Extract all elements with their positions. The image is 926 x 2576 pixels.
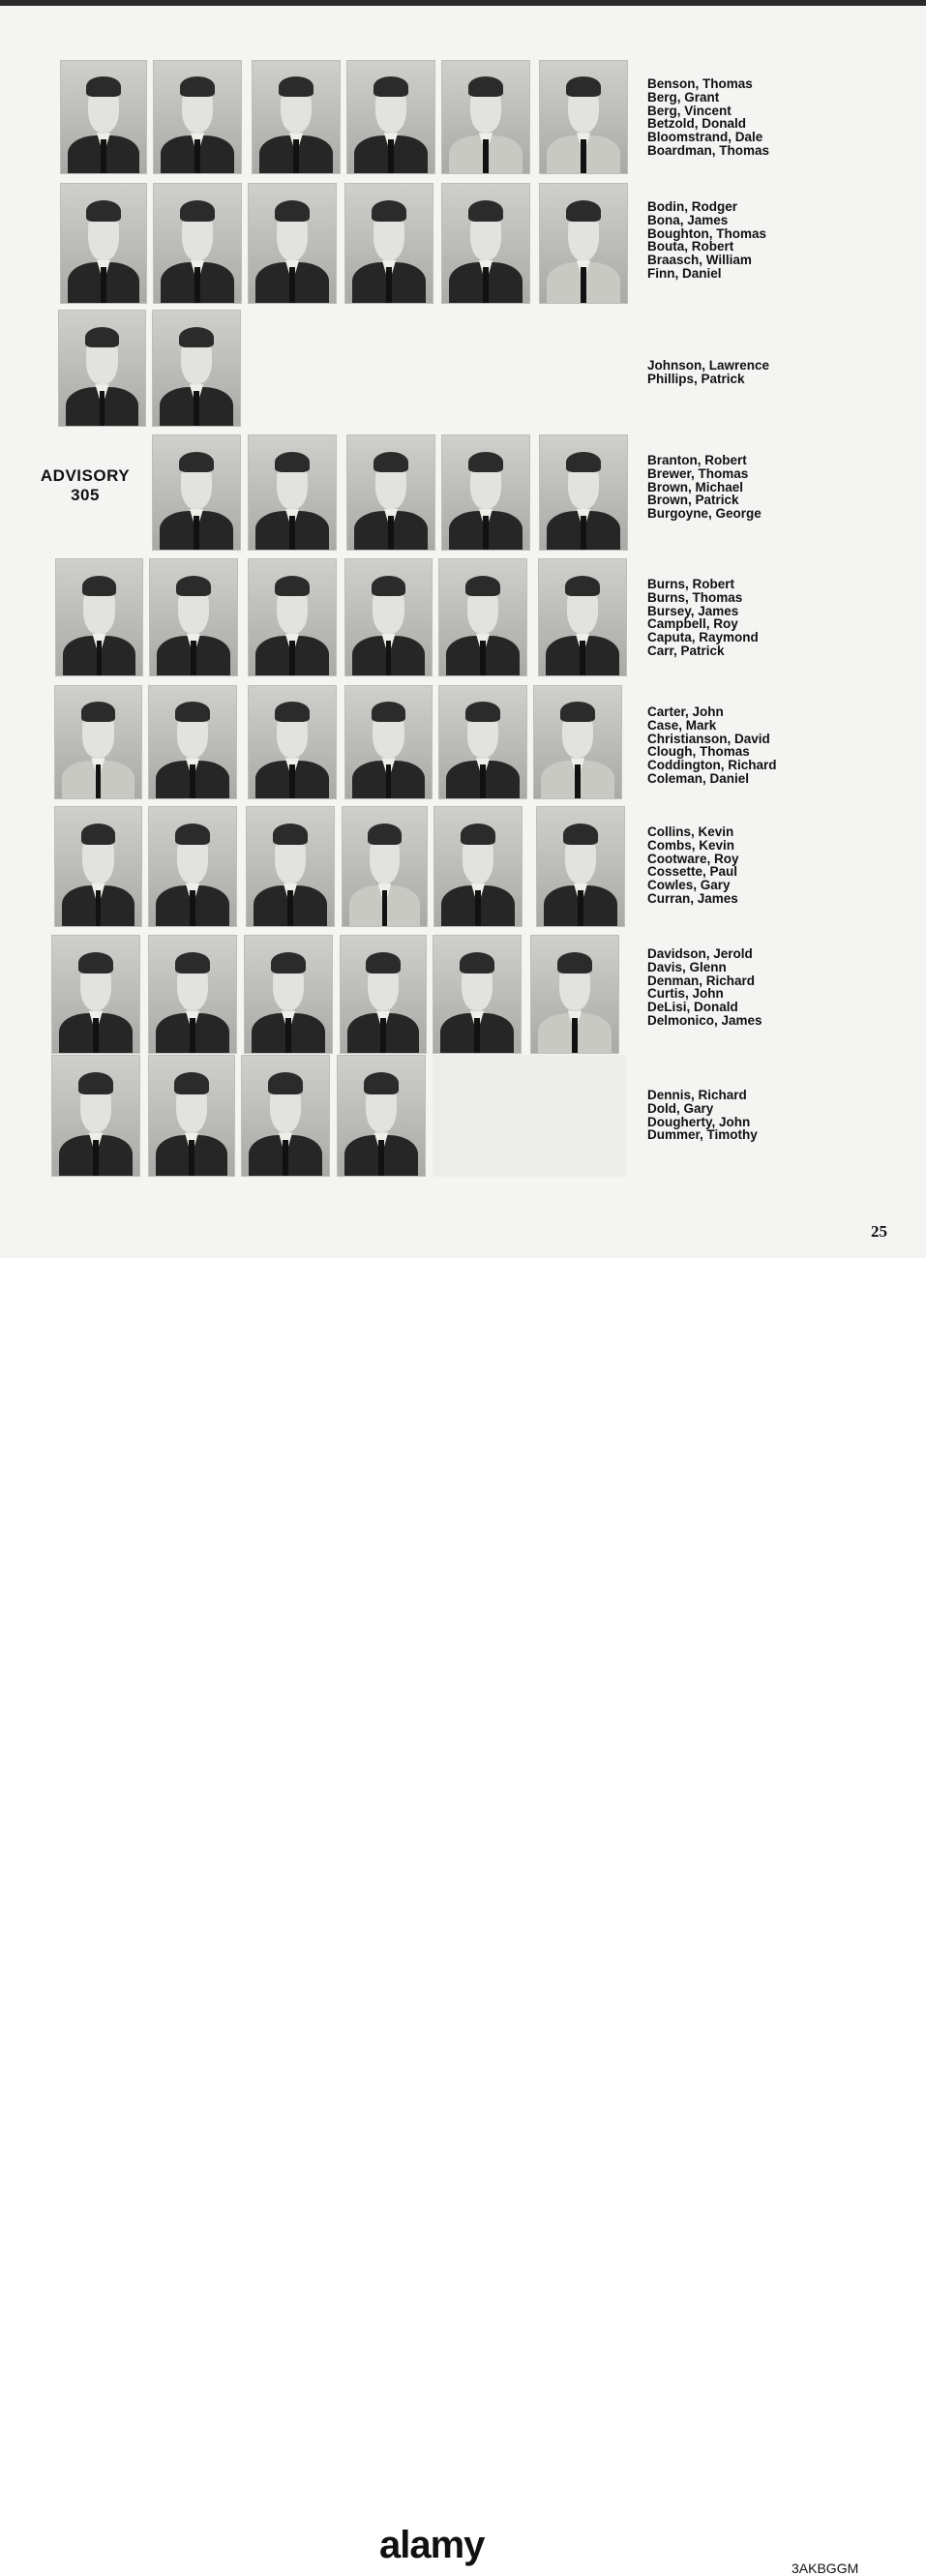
- portrait-hair: [465, 702, 500, 722]
- student-name: Johnson, Lawrence: [647, 358, 770, 373]
- student-name: Carr, Patrick: [647, 643, 725, 658]
- student-name: Phillips, Patrick: [647, 371, 745, 386]
- portrait-hair: [275, 576, 310, 597]
- student-portrait: [346, 60, 435, 174]
- portrait-hair: [566, 200, 601, 222]
- student-portrait: [148, 685, 237, 799]
- student-portrait: [60, 183, 147, 304]
- portrait-hair: [175, 702, 210, 722]
- name-list-row-8: [647, 947, 762, 1028]
- portrait-hair: [373, 76, 408, 97]
- student-portrait: [54, 806, 142, 927]
- student-portrait: [148, 806, 237, 927]
- student-name: Delmonico, James: [647, 1012, 762, 1028]
- student-portrait: [55, 558, 143, 676]
- portrait-tie: [283, 1140, 287, 1176]
- portrait-hair: [468, 76, 503, 97]
- portrait-tie: [388, 139, 393, 173]
- portrait-tie: [190, 764, 194, 798]
- portrait-tie: [480, 641, 485, 675]
- portrait-hair: [372, 576, 406, 597]
- student-portrait: [248, 685, 337, 799]
- portrait-tie: [480, 764, 485, 798]
- watermark-logo: alamy: [379, 2524, 485, 2566]
- student-portrait: [438, 558, 527, 676]
- student-name: Dougherty, John: [647, 1114, 751, 1129]
- student-name: Coddington, Richard: [647, 758, 777, 773]
- portrait-hair: [275, 702, 310, 722]
- portrait-tie: [483, 516, 488, 550]
- portrait-hair: [273, 824, 308, 845]
- student-name: Finn, Daniel: [647, 265, 722, 281]
- student-name: Cowles, Gary: [647, 878, 731, 893]
- name-list-row-2: [647, 200, 766, 281]
- name-list-row-3: [647, 359, 769, 386]
- portrait-tie: [572, 1018, 577, 1053]
- portrait-tie: [289, 516, 294, 550]
- student-portrait: [153, 60, 242, 174]
- student-portrait: [539, 60, 628, 174]
- student-name: Coleman, Daniel: [647, 770, 750, 786]
- student-portrait: [538, 558, 627, 676]
- portrait-tie: [287, 890, 292, 926]
- student-name: Bouta, Robert: [647, 239, 734, 255]
- portrait-tie: [386, 764, 391, 798]
- student-portrait: [152, 434, 241, 551]
- portrait-tie: [101, 139, 105, 173]
- student-portrait: [441, 434, 530, 551]
- portrait-tie: [289, 641, 294, 675]
- portrait-tie: [93, 1140, 98, 1176]
- student-portrait: [248, 434, 337, 551]
- student-portrait: [153, 183, 242, 304]
- portrait-hair: [86, 76, 120, 97]
- name-list-row-7: [647, 825, 739, 906]
- student-name: Cossette, Paul: [647, 864, 738, 880]
- portrait-hair: [78, 1072, 113, 1093]
- portrait-hair: [175, 824, 210, 845]
- student-name: Christianson, David: [647, 731, 770, 746]
- student-name: Curran, James: [647, 890, 738, 906]
- name-list-row-1: [647, 77, 769, 158]
- portrait-tie: [578, 890, 582, 926]
- student-portrait: [539, 434, 628, 551]
- scan-top-edge: [0, 0, 926, 6]
- student-portrait: [433, 806, 523, 927]
- student-portrait: [51, 935, 140, 1054]
- portrait-tie: [474, 1018, 479, 1053]
- portrait-tie: [386, 267, 391, 303]
- student-name: Case, Mark: [647, 717, 717, 733]
- portrait-tie: [96, 890, 101, 926]
- student-portrait: [241, 1055, 330, 1177]
- student-portrait: [337, 1055, 426, 1177]
- portrait-hair: [468, 452, 503, 472]
- portrait-hair: [557, 952, 592, 973]
- student-portrait: [344, 685, 433, 799]
- student-name: Burgoyne, George: [647, 506, 762, 522]
- student-portrait: [441, 183, 530, 304]
- student-name: Boardman, Thomas: [647, 142, 770, 158]
- portrait-tie: [190, 1018, 194, 1053]
- portrait-hair: [368, 824, 402, 845]
- portrait-tie: [101, 267, 105, 303]
- name-list-row-9: [647, 1089, 758, 1142]
- portrait-tie: [191, 641, 195, 675]
- student-portrait: [149, 558, 238, 676]
- student-name: Betzold, Donald: [647, 116, 746, 132]
- portrait-tie: [378, 1140, 383, 1176]
- portrait-hair: [372, 200, 406, 222]
- student-name: Caputa, Raymond: [647, 630, 759, 645]
- portrait-tie: [289, 267, 294, 303]
- portrait-hair: [364, 1072, 399, 1093]
- portrait-hair: [566, 76, 601, 97]
- student-portrait: [342, 806, 428, 927]
- portrait-hair: [268, 1072, 303, 1093]
- empty-photo-area: [433, 1055, 626, 1177]
- portrait-hair: [373, 452, 408, 472]
- student-name: Berg, Vincent: [647, 103, 732, 118]
- student-name: Brown, Patrick: [647, 493, 739, 508]
- portrait-hair: [179, 452, 214, 472]
- portrait-hair: [176, 576, 211, 597]
- student-name: DeLisi, Donald: [647, 1000, 738, 1015]
- portrait-hair: [563, 824, 598, 845]
- watermark-footer: [0, 1258, 926, 2576]
- student-name: Combs, Kevin: [647, 837, 735, 853]
- student-name: Burns, Robert: [647, 577, 735, 591]
- student-name: Benson, Thomas: [647, 76, 753, 91]
- student-name: Dummer, Timothy: [647, 1127, 758, 1143]
- portrait-tie: [194, 267, 199, 303]
- page-number: 25: [871, 1222, 887, 1241]
- portrait-tie: [580, 641, 584, 675]
- portrait-hair: [460, 952, 494, 973]
- portrait-hair: [560, 702, 595, 722]
- portrait-tie: [97, 641, 102, 675]
- student-name: Bloomstrand, Dale: [647, 130, 763, 145]
- portrait-tie: [194, 516, 198, 550]
- portrait-tie: [483, 139, 488, 173]
- student-portrait: [344, 558, 433, 676]
- student-portrait: [346, 434, 435, 551]
- portrait-tie: [388, 516, 393, 550]
- portrait-tie: [581, 139, 585, 173]
- student-name: Clough, Thomas: [647, 744, 750, 760]
- student-portrait: [252, 60, 341, 174]
- student-name: Collins, Kevin: [647, 824, 734, 839]
- student-name: Braasch, William: [647, 253, 752, 268]
- student-name: Dold, Gary: [647, 1100, 714, 1116]
- student-name: Brewer, Thomas: [647, 465, 749, 481]
- portrait-tie: [93, 1018, 98, 1053]
- portrait-hair: [372, 702, 406, 722]
- portrait-hair: [566, 452, 601, 472]
- advisory-heading: [17, 466, 153, 505]
- student-name: Berg, Grant: [647, 89, 720, 105]
- portrait-tie: [581, 516, 585, 550]
- name-list-row-5: [647, 578, 759, 658]
- portrait-tie: [475, 890, 480, 926]
- student-portrait: [248, 183, 337, 304]
- portrait-tie: [293, 139, 298, 173]
- student-name: Cootware, Roy: [647, 851, 739, 866]
- student-name: Brown, Michael: [647, 479, 744, 494]
- student-name: Campbell, Roy: [647, 616, 738, 632]
- portrait-tie: [194, 391, 198, 426]
- portrait-hair: [179, 327, 214, 347]
- portrait-hair: [85, 327, 120, 347]
- student-portrait: [51, 1055, 140, 1177]
- student-name: Denman, Richard: [647, 973, 756, 988]
- student-name: Curtis, John: [647, 986, 724, 1002]
- student-name: Davis, Glenn: [647, 959, 727, 974]
- portrait-hair: [465, 576, 500, 597]
- portrait-hair: [468, 200, 503, 222]
- portrait-hair: [82, 576, 117, 597]
- portrait-hair: [366, 952, 400, 973]
- portrait-hair: [78, 952, 113, 973]
- portrait-tie: [194, 139, 199, 173]
- student-portrait: [152, 310, 241, 427]
- student-portrait: [340, 935, 427, 1054]
- portrait-tie: [285, 1018, 290, 1053]
- student-name: Bona, James: [647, 212, 729, 227]
- watermark-image-id: 3AKBGGM: [792, 2561, 859, 2576]
- portrait-hair: [275, 452, 310, 472]
- student-name: Boughton, Thomas: [647, 225, 766, 241]
- student-portrait: [539, 183, 628, 304]
- portrait-tie: [190, 890, 194, 926]
- portrait-hair: [81, 702, 116, 722]
- student-portrait: [148, 1055, 235, 1177]
- student-name: Davidson, Jerold: [647, 946, 753, 961]
- name-list-row-4: [647, 454, 762, 521]
- portrait-hair: [461, 824, 495, 845]
- student-portrait: [246, 806, 335, 927]
- student-name: Branton, Robert: [647, 453, 747, 467]
- student-portrait: [244, 935, 333, 1054]
- advisory-number: 305: [71, 486, 100, 504]
- student-portrait: [60, 60, 147, 174]
- portrait-tie: [380, 1018, 385, 1053]
- portrait-tie: [189, 1140, 194, 1176]
- student-portrait: [248, 558, 337, 676]
- portrait-hair: [180, 200, 215, 222]
- portrait-hair: [565, 576, 600, 597]
- student-name: Dennis, Richard: [647, 1088, 747, 1102]
- portrait-hair: [175, 952, 210, 973]
- student-portrait: [530, 935, 619, 1054]
- student-portrait: [58, 310, 146, 427]
- portrait-hair: [180, 76, 215, 97]
- portrait-tie: [581, 267, 585, 303]
- student-portrait: [344, 183, 433, 304]
- portrait-tie: [386, 641, 391, 675]
- portrait-tie: [382, 890, 387, 926]
- portrait-hair: [271, 952, 306, 973]
- advisory-label: ADVISORY: [40, 466, 131, 485]
- portrait-hair: [279, 76, 314, 97]
- student-name: Carter, John: [647, 704, 724, 719]
- student-portrait: [536, 806, 625, 927]
- student-name: Burns, Thomas: [647, 589, 743, 605]
- portrait-tie: [100, 391, 105, 426]
- student-portrait: [438, 685, 527, 799]
- student-portrait: [54, 685, 142, 799]
- portrait-hair: [86, 200, 120, 222]
- portrait-hair: [81, 824, 116, 845]
- portrait-hair: [275, 200, 310, 222]
- student-portrait: [441, 60, 530, 174]
- portrait-tie: [483, 267, 488, 303]
- student-name: Bodin, Rodger: [647, 199, 737, 214]
- name-list-row-6: [647, 705, 776, 786]
- student-portrait: [148, 935, 237, 1054]
- portrait-tie: [289, 764, 294, 798]
- student-portrait: [433, 935, 522, 1054]
- portrait-tie: [96, 764, 101, 798]
- yearbook-page: [0, 0, 926, 1258]
- student-portrait: [533, 685, 622, 799]
- portrait-tie: [575, 764, 580, 798]
- portrait-hair: [174, 1072, 208, 1093]
- student-name: Bursey, James: [647, 603, 739, 618]
